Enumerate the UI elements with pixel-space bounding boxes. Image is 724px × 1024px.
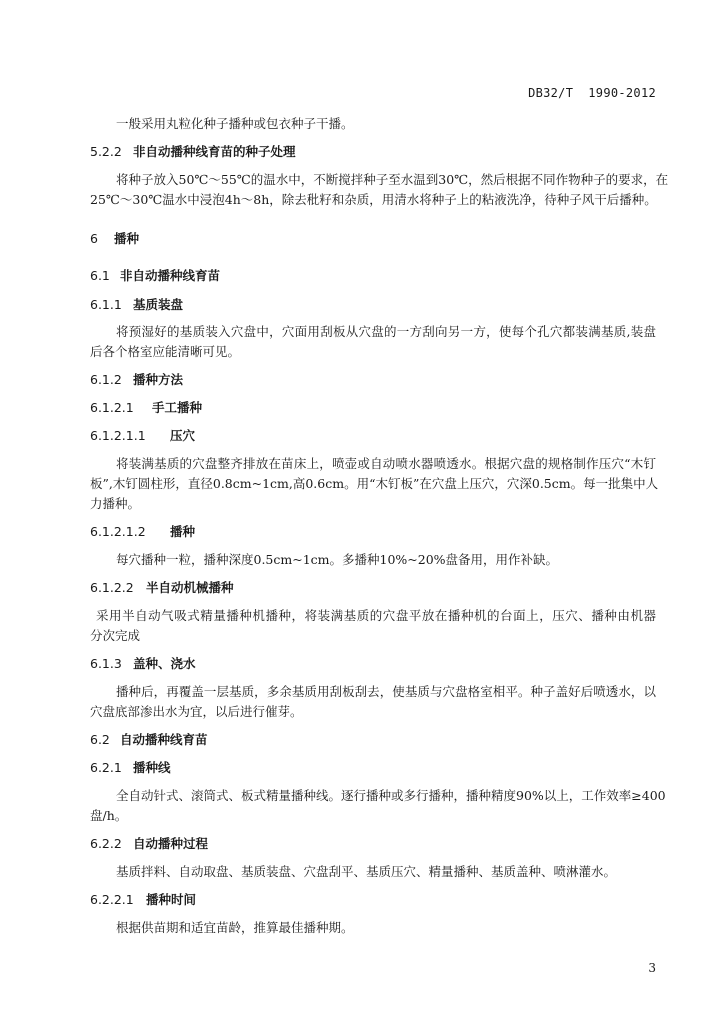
section-title: 播种 [114, 231, 140, 246]
standard-code: DB32/T 1990-2012 [528, 86, 656, 100]
section-heading-6-2-2 [90, 834, 208, 852]
section-number: 6 [90, 231, 98, 246]
paragraph-line: 盘/h。 [90, 808, 128, 823]
section-heading-6-1-2 [90, 370, 183, 388]
section-title: 非自动播种线育苗的种子处理 [133, 144, 296, 159]
paragraph-line: 后各个格室应能清晰可见。 [90, 344, 241, 359]
section-number: 6.1.1 [90, 297, 122, 312]
section-heading-5-2-2 [90, 142, 296, 160]
paragraph-line: 分次完成 [90, 628, 141, 643]
paragraph-line: 采用半自动气吸式精量播种机播种，将装满基质的穴盘平放在播种机的台面上，压穴、播种由机器 [96, 608, 656, 623]
section-number: 6.1.2.1.2 [90, 524, 146, 539]
paragraph-line: 一般采用丸粒化种子播种或包衣种子干播。 [116, 116, 354, 131]
section-heading-6-1-2-1 [90, 398, 202, 416]
section-heading-6-1-3 [90, 654, 196, 672]
section-title: 半自动机械播种 [146, 580, 234, 595]
section-number: 6.1.2.1.1 [90, 428, 146, 443]
section-number: 6.1 [90, 268, 110, 283]
paragraph-line: 基质拌料、自动取盘、基质装盘、穴盘刮平、基质压穴、精量播种、基质盖种、喷淋灌水。 [116, 864, 617, 879]
section-number: 6.1.2 [90, 372, 122, 387]
paragraph-line: 穴盘底部渗出水为宜，以后进行催芽。 [90, 704, 303, 719]
section-title: 自动播种线育苗 [120, 732, 208, 747]
section-number: 6.2.2 [90, 836, 122, 851]
paragraph-line: 将种子放入50℃～55℃的温水中，不断搅拌种子至水温到30℃，然后根据不同作物种子的要求，在 [116, 172, 669, 187]
section-heading-6-1-1 [90, 295, 183, 313]
section-number: 6.1.2.1 [90, 400, 134, 415]
paragraph-line: 力播种。 [90, 496, 141, 511]
section-heading-6-1-2-1-2 [90, 522, 195, 540]
paragraph-line: 每穴播种一粒，播种深度0.5cm~1cm。多播种10%~20%盘备用，用作补缺。 [116, 552, 559, 567]
paragraph-line: 25℃～30℃温水中浸泡4h～8h，除去秕籽和杂质，用清水将种子上的粘液洗净，待种子风干后播种。 [90, 192, 657, 207]
section-title: 盖种、浇水 [133, 656, 196, 671]
section-heading-6-1 [90, 266, 220, 284]
section-number: 6.2.2.1 [90, 892, 134, 907]
section-heading-6-1-2-2 [90, 578, 234, 596]
section-title: 基质装盘 [133, 297, 184, 312]
paragraph-line: 将预湿好的基质装入穴盘中，穴面用刮板从穴盘的一方刮向另一方，使每个孔穴都装满基质,装盘 [116, 324, 656, 339]
paragraph-line: 将装满基质的穴盘整齐排放在苗床上，喷壶或自动喷水器喷透水。根据穴盘的规格制作压穴“木钉 [116, 456, 656, 471]
paragraph-line: 播种后，再覆盖一层基质，多余基质用刮板刮去，使基质与穴盘格室相平。种子盖好后喷透水，以 [116, 684, 656, 699]
section-title: 播种线 [133, 760, 171, 775]
section-title: 压穴 [170, 428, 196, 443]
section-number: 6.2 [90, 732, 110, 747]
section-heading-6 [90, 229, 139, 247]
page-number: 3 [648, 961, 656, 975]
paragraph-line: 全自动针式、滚筒式、板式精量播种线。逐行播种或多行播种，播种精度90%以上，工作效率≥400 [116, 788, 666, 803]
paragraph-line: 根据供苗期和适宜苗龄，推算最佳播种期。 [116, 920, 354, 935]
section-title: 自动播种过程 [133, 836, 209, 851]
section-number: 5.2.2 [90, 144, 122, 159]
section-title: 非自动播种线育苗 [120, 268, 221, 283]
section-heading-6-1-2-1-1 [90, 426, 195, 444]
section-heading-6-2 [90, 730, 208, 748]
section-number: 6.1.3 [90, 656, 122, 671]
section-title: 播种 [170, 524, 196, 539]
section-title: 播种方法 [133, 372, 184, 387]
section-heading-6-2-2-1 [90, 890, 196, 908]
paragraph-line: 板”,木钉圆柱形，直径0.8cm~1cm,高0.6cm。用“木钉板”在穴盘上压穴，穴深0.5cm。每一批集中人 [90, 476, 659, 491]
section-title: 手工播种 [152, 400, 203, 415]
section-title: 播种时间 [146, 892, 197, 907]
section-number: 6.1.2.2 [90, 580, 134, 595]
section-heading-6-2-1 [90, 758, 171, 776]
section-number: 6.2.1 [90, 760, 122, 775]
